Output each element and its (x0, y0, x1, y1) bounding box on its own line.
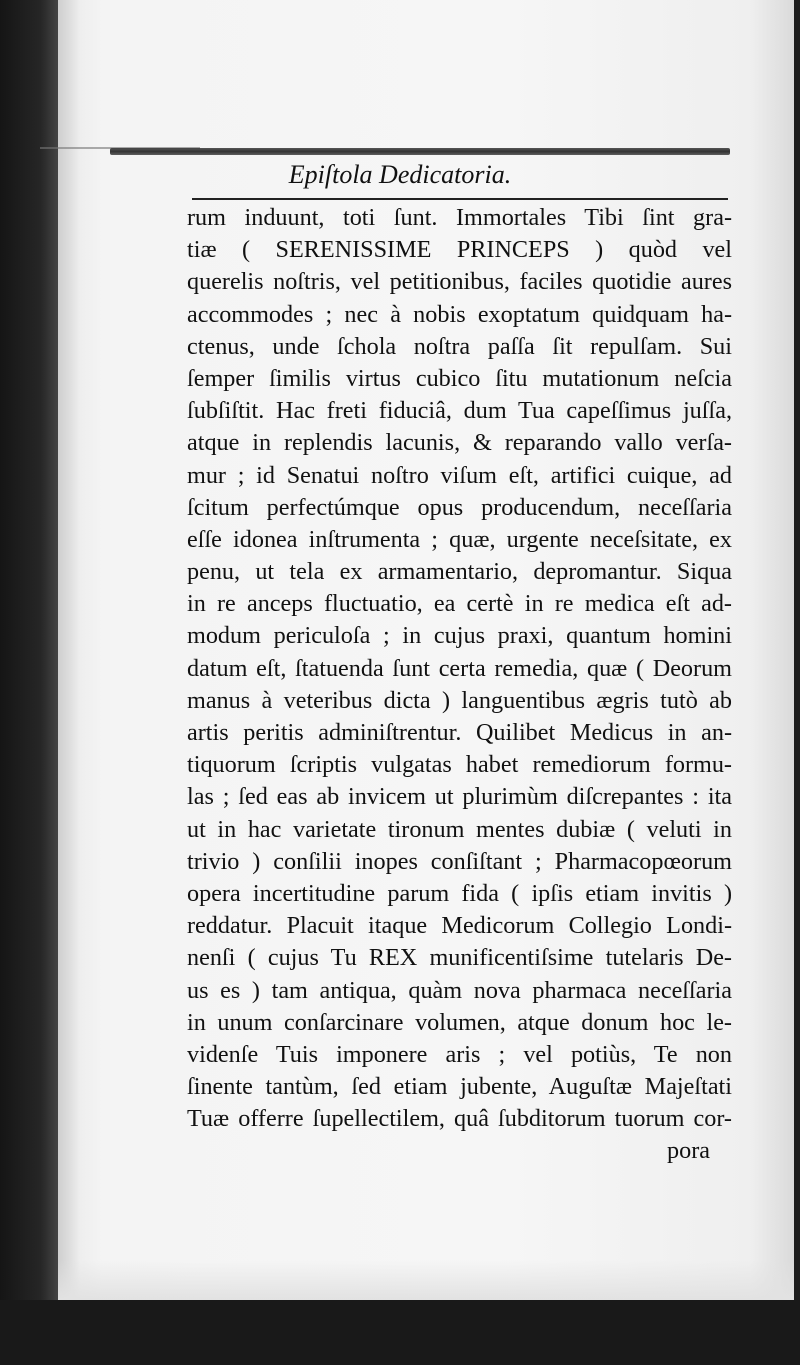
top-rule (110, 148, 730, 155)
text-line: videnſe Tuis imponere aris ; vel potiùs, Te non (187, 1040, 732, 1068)
text-line: tiæ ( SERENISSIME PRINCEPS ) quòd vel (187, 236, 732, 264)
text-line: trivio ) conſilii inopes conſiſtant ; Pharmacopœorum (187, 847, 732, 875)
text-line: eſſe idonea inſtrumenta ; quæ, urgente neceſsitate, ex (187, 525, 732, 553)
book-bottom-shadow (0, 1300, 800, 1365)
text-line: querelis noſtris, vel petitionibus, faciles quotidie aures (187, 268, 732, 296)
text-line: opera incertitudine parum fida ( ipſis etiam invitis ) (187, 879, 732, 907)
text-line: manus à veteribus dicta ) languentibus ægris tutò ab (187, 686, 732, 714)
text-line: ſubſiſtit. Hac freti fiduciâ, dum Tua capeſſimus juſſa, (187, 397, 732, 425)
text-line: accommodes ; nec à nobis exoptatum quidquam ha- (187, 300, 732, 328)
text-line: penu, ut tela ex armamentario, depromantur. Siqua (187, 558, 732, 586)
text-line: atque in replendis lacunis, & reparando vallo verſa- (187, 429, 732, 457)
text-line: artis peritis adminiſtrentur. Quilibet Medicus in an- (187, 719, 732, 746)
text-line: ut in hac varietate tironum mentes dubiæ ( veluti in (187, 815, 732, 843)
running-header: Epiſtola Dedicatoria. (288, 160, 512, 189)
text-line: us es ) tam antiqua, quàm nova pharmaca neceſſaria (187, 976, 732, 1004)
text-line: las ; ſed eas ab invicem ut plurimùm diſcrepantes : ita (187, 783, 732, 811)
book-spine-shadow (0, 0, 58, 1365)
catchword: pora (667, 1137, 710, 1165)
text-line: rum induunt, toti ſunt. Immortales Tibi ſint gra- (187, 204, 732, 231)
gutter-shadow (58, 0, 80, 1300)
text-line: in unum conſarcinare volumen, atque donum hoc le- (187, 1008, 732, 1036)
text-line: Tuæ offerre ſupellectilem, quâ ſubditorum tuorum cor- (187, 1105, 732, 1133)
text-line: tiquorum ſcriptis vulgatas habet remediorum formu- (187, 751, 732, 779)
text-line: nenſi ( cujus Tu REX munificentiſsime tutelaris De- (187, 944, 732, 972)
text-line: ſemper ſimilis virtus cubico ſitu mutationum neſcia (187, 364, 732, 392)
text-line: in re anceps fluctuatio, ea certè in re medica eſt ad- (187, 590, 732, 618)
body-text (187, 202, 732, 1168)
text-line: modum periculoſa ; in cujus praxi, quantum homini (187, 622, 732, 650)
text-line: ctenus, unde ſchola noſtra paſſa ſit repulſam. Sui (187, 332, 732, 360)
page-bottom-edge (58, 1260, 794, 1300)
header-rule (192, 198, 728, 200)
text-line: ſinente tantùm, ſed etiam jubente, Auguſtæ Majeſtati (187, 1073, 732, 1101)
text-line: reddatur. Placuit itaque Medicorum Collegio Londi- (187, 912, 732, 940)
text-line: ſcitum perfectúmque opus producendum, neceſſaria (187, 493, 732, 521)
text-line: mur ; id Senatui noſtro viſum eſt, artifici cuique, ad (187, 461, 732, 489)
text-line: datum eſt, ſtatuenda ſunt certa remedia, quæ ( Deorum (187, 654, 732, 682)
